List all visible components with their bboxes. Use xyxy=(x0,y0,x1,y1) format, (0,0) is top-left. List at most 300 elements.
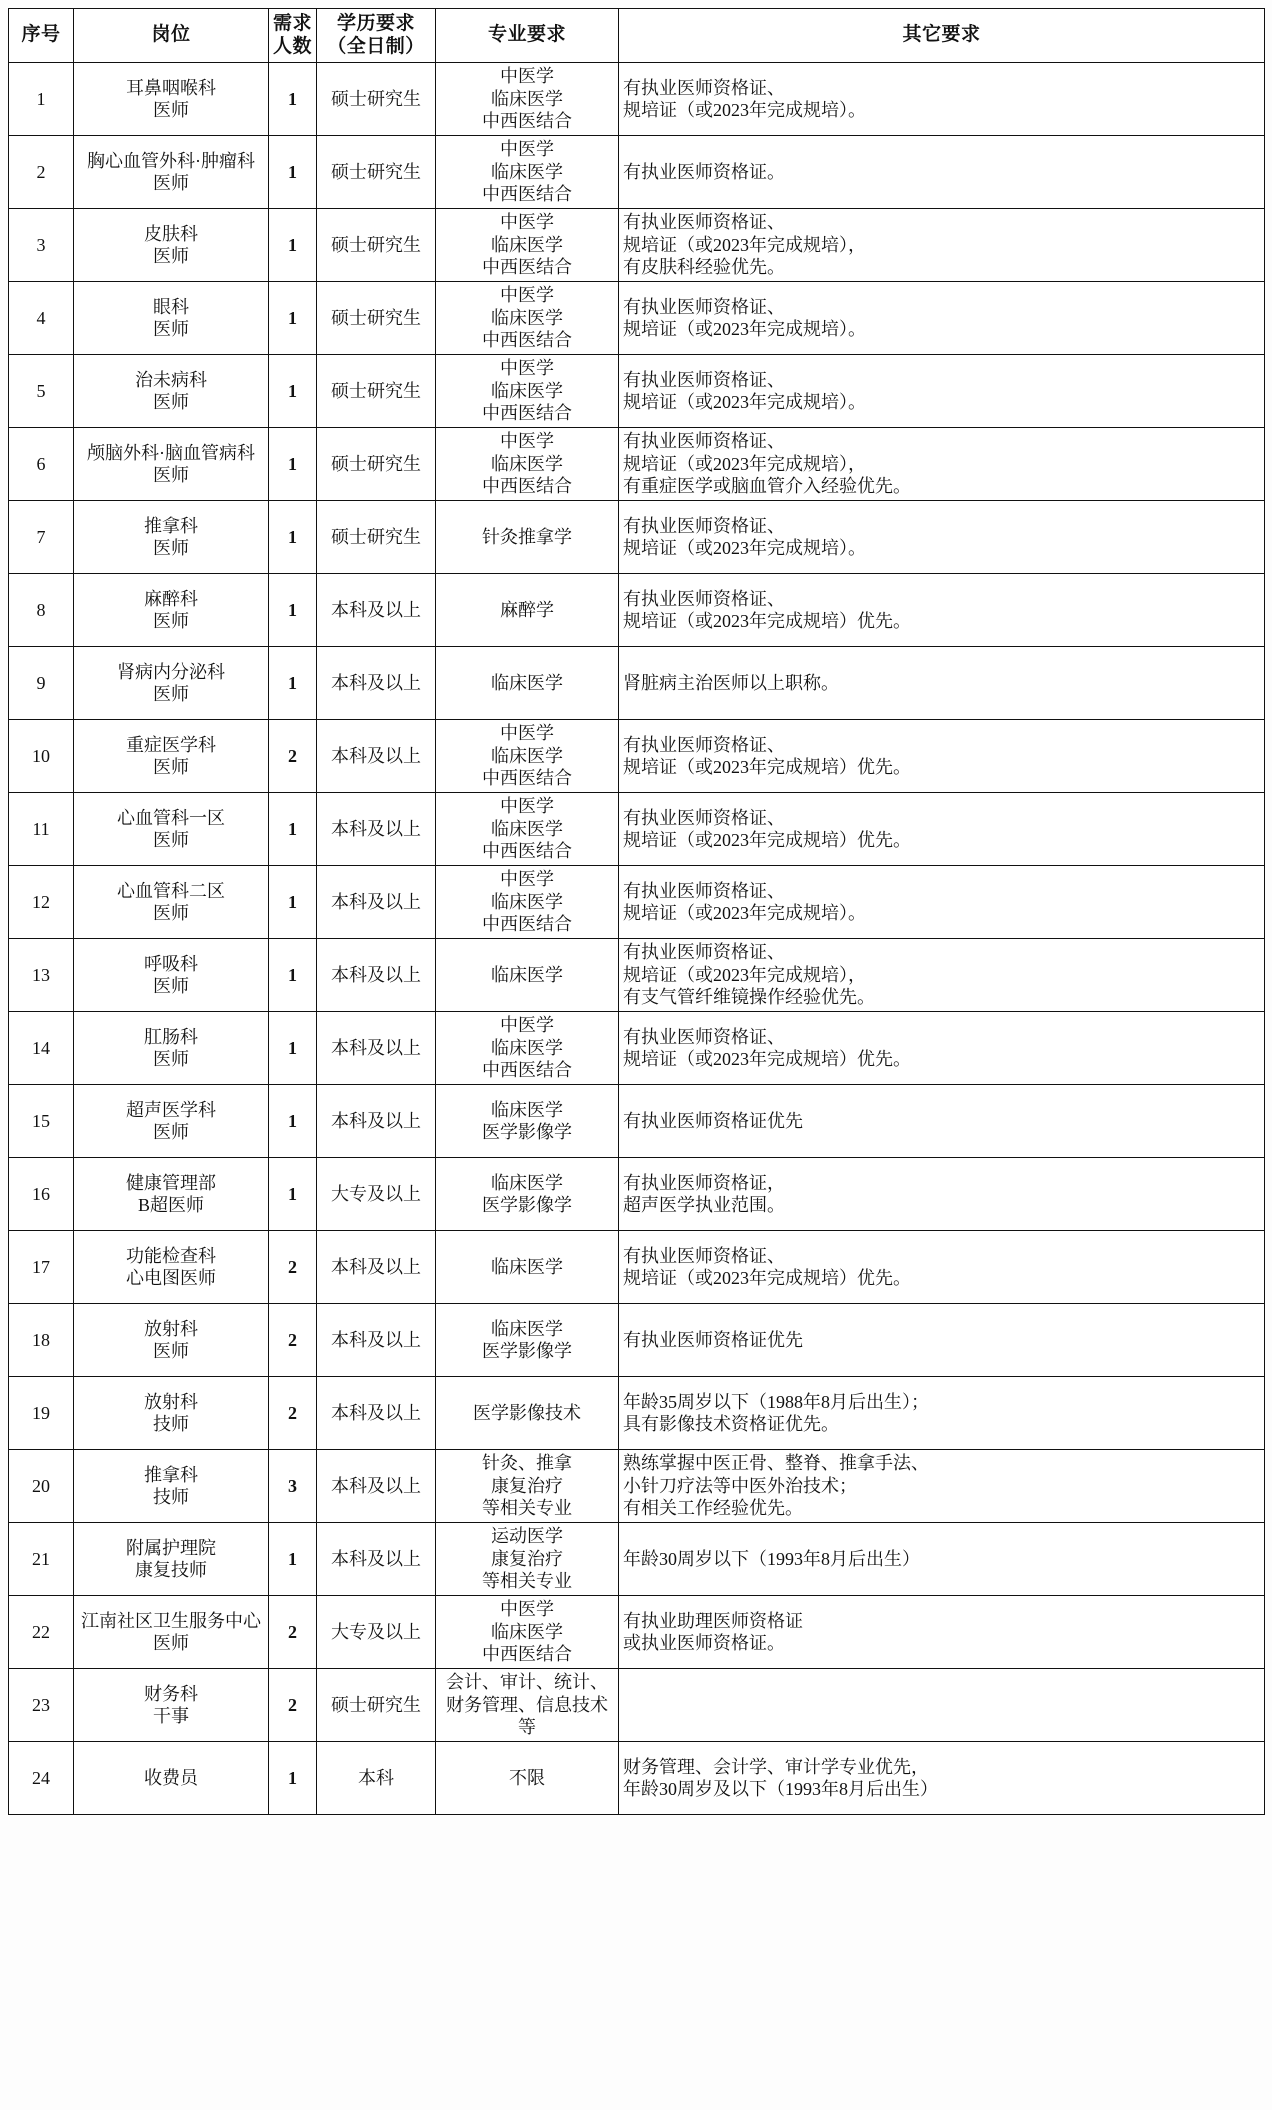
cell-position-line: 心血管科一区 xyxy=(117,807,225,828)
cell-position-line: 放射科 xyxy=(144,1318,198,1339)
cell-index: 9 xyxy=(9,647,74,720)
cell-other-line: 规培证（或2023年完成规培）优先。 xyxy=(623,1268,911,1288)
cell-major-line: 中西医结合 xyxy=(482,841,572,862)
cell-major-line: 中医学 xyxy=(500,723,554,744)
cell-other xyxy=(619,355,1265,428)
cell-education: 本科及以上 xyxy=(317,866,436,939)
cell-position xyxy=(74,1012,269,1085)
cell-major xyxy=(436,1596,619,1669)
cell-other xyxy=(619,1596,1265,1669)
table-row xyxy=(9,574,1265,647)
cell-major-line: 临床医学 xyxy=(491,234,563,255)
cell-position-line: 颅脑外科·脑血管病科 xyxy=(87,442,255,463)
cell-position-line: 重症医学科 xyxy=(126,734,216,755)
cell-major-line: 中医学 xyxy=(500,869,554,890)
cell-other xyxy=(619,136,1265,209)
cell-major-line: 中医学 xyxy=(500,285,554,306)
cell-other xyxy=(619,63,1265,136)
cell-major xyxy=(436,209,619,282)
cell-other xyxy=(619,939,1265,1012)
cell-position-line: 干事 xyxy=(153,1706,189,1726)
cell-position xyxy=(74,1596,269,1669)
cell-position-line: 医师 xyxy=(153,392,189,412)
table-row xyxy=(9,647,1265,720)
cell-headcount: 1 xyxy=(269,63,317,136)
cell-major xyxy=(436,1523,619,1596)
cell-other-line: 有执业医师资格证。 xyxy=(623,161,785,182)
cell-major-line: 不限 xyxy=(509,1767,545,1788)
cell-other-line: 或执业医师资格证。 xyxy=(623,1633,785,1653)
cell-index: 23 xyxy=(9,1669,74,1742)
cell-other-line: 有执业医师资格证、 xyxy=(623,807,785,828)
cell-major xyxy=(436,1450,619,1523)
cell-major-line: 临床医学 xyxy=(491,1172,563,1193)
cell-major-line: 中西医结合 xyxy=(482,1060,572,1081)
cell-position xyxy=(74,1669,269,1742)
cell-headcount: 1 xyxy=(269,647,317,720)
cell-major-line: 临床医学 xyxy=(491,818,563,839)
cell-other-line: 规培证（或2023年完成规培）， xyxy=(623,234,866,255)
cell-index: 20 xyxy=(9,1450,74,1523)
cell-index: 7 xyxy=(9,501,74,574)
cell-index: 24 xyxy=(9,1742,74,1815)
cell-other-line: 规培证（或2023年完成规培）。 xyxy=(623,100,866,120)
cell-major xyxy=(436,574,619,647)
cell-index: 5 xyxy=(9,355,74,428)
cell-position-line: 江南社区卫生服务中心 xyxy=(81,1610,261,1631)
table-row xyxy=(9,1669,1265,1742)
cell-position-line: 医师 xyxy=(153,246,189,266)
cell-other-line: 超声医学执业范围。 xyxy=(623,1195,785,1215)
cell-major-line: 中西医结合 xyxy=(482,914,572,935)
cell-position-line: 肾病内分泌科 xyxy=(117,661,225,682)
cell-education: 大专及以上 xyxy=(317,1596,436,1669)
table-row xyxy=(9,136,1265,209)
cell-position-line: 康复技师 xyxy=(135,1560,207,1580)
cell-other xyxy=(619,574,1265,647)
cell-position xyxy=(74,720,269,793)
cell-position-line: 功能检查科 xyxy=(126,1245,216,1266)
cell-index: 17 xyxy=(9,1231,74,1304)
cell-other xyxy=(619,1304,1265,1377)
cell-position xyxy=(74,136,269,209)
cell-other-line: 具有影像技术资格证优先。 xyxy=(623,1414,839,1434)
cell-other-line: 有执业医师资格证、 xyxy=(623,515,785,536)
cell-position-line: 收费员 xyxy=(144,1767,198,1788)
cell-education: 硕士研究生 xyxy=(317,428,436,501)
cell-position-line: 超声医学科 xyxy=(126,1099,216,1120)
cell-major-line: 康复治疗 xyxy=(491,1475,563,1496)
cell-position xyxy=(74,428,269,501)
table-row xyxy=(9,1304,1265,1377)
cell-major-line: 康复治疗 xyxy=(491,1548,563,1569)
cell-other-line: 有执业医师资格证、 xyxy=(623,431,785,452)
cell-other xyxy=(619,793,1265,866)
cell-position-line: 医师 xyxy=(153,757,189,777)
cell-index: 11 xyxy=(9,793,74,866)
cell-position-line: 呼吸科 xyxy=(144,953,198,974)
cell-position xyxy=(74,939,269,1012)
cell-education: 本科及以上 xyxy=(317,1012,436,1085)
cell-major-line: 麻醉学 xyxy=(500,599,554,620)
cell-major-line: 临床医学 xyxy=(491,1256,563,1277)
table-header-row xyxy=(9,9,1265,63)
cell-other-line: 规培证（或2023年完成规培）， xyxy=(623,964,866,985)
job-requirements-table xyxy=(8,8,1265,1815)
cell-position xyxy=(74,209,269,282)
cell-major-line: 中西医结合 xyxy=(482,403,572,424)
cell-major-line: 会计、审计、统计、财务管理、信息技术等 xyxy=(446,1672,608,1738)
cell-education: 本科及以上 xyxy=(317,1523,436,1596)
cell-major-line: 中西医结合 xyxy=(482,330,572,351)
cell-other-line: 规培证（或2023年完成规培）。 xyxy=(623,392,866,412)
cell-education: 硕士研究生 xyxy=(317,63,436,136)
cell-other-line: 年龄35周岁以下（1988年8月后出生）； xyxy=(623,1391,929,1412)
cell-major-line: 临床医学 xyxy=(491,745,563,766)
cell-major-line: 中西医结合 xyxy=(482,257,572,278)
cell-position-line: 医师 xyxy=(153,903,189,923)
cell-other-line: 年龄30周岁以下（1993年8月后出生） xyxy=(623,1548,920,1569)
cell-other-line: 小针刀疗法等中医外治技术； xyxy=(623,1475,857,1496)
cell-other xyxy=(619,1085,1265,1158)
cell-other-line: 有执业医师资格证、 xyxy=(623,369,785,390)
column-header-education: 学历要求 （全日制） xyxy=(317,9,436,63)
cell-position-line: 心电图医师 xyxy=(126,1268,216,1288)
cell-major xyxy=(436,720,619,793)
cell-major-line: 中西医结合 xyxy=(482,184,572,205)
cell-position xyxy=(74,793,269,866)
cell-major-line: 中西医结合 xyxy=(482,768,572,789)
cell-other-line: 有执业医师资格证、 xyxy=(623,1026,785,1047)
cell-other-line: 有支气管纤维镜操作经验优先。 xyxy=(623,987,875,1008)
cell-other xyxy=(619,866,1265,939)
column-header-major: 专业要求 xyxy=(436,9,619,63)
table-row xyxy=(9,63,1265,136)
cell-other-line: 有皮肤科经验优先。 xyxy=(623,257,785,278)
cell-index: 13 xyxy=(9,939,74,1012)
cell-headcount: 1 xyxy=(269,793,317,866)
cell-position xyxy=(74,355,269,428)
cell-position-line: 治未病科 xyxy=(135,369,207,390)
cell-position-line: 附属护理院 xyxy=(126,1537,216,1558)
cell-other xyxy=(619,282,1265,355)
cell-education: 本科及以上 xyxy=(317,939,436,1012)
cell-education: 本科及以上 xyxy=(317,1450,436,1523)
cell-major xyxy=(436,1012,619,1085)
cell-headcount: 2 xyxy=(269,1596,317,1669)
cell-headcount: 1 xyxy=(269,355,317,428)
cell-major xyxy=(436,355,619,428)
cell-education: 本科及以上 xyxy=(317,1377,436,1450)
cell-position-line: 医师 xyxy=(153,319,189,339)
cell-other-line: 熟练掌握中医正骨、整脊、推拿手法、 xyxy=(623,1453,929,1474)
cell-position-line: 医师 xyxy=(153,1341,189,1361)
cell-position-line: 技师 xyxy=(153,1414,189,1434)
cell-major-line: 临床医学 xyxy=(491,964,563,985)
cell-other xyxy=(619,1231,1265,1304)
cell-education: 硕士研究生 xyxy=(317,501,436,574)
cell-position xyxy=(74,1085,269,1158)
table-row xyxy=(9,282,1265,355)
table-row xyxy=(9,428,1265,501)
cell-other xyxy=(619,428,1265,501)
cell-index: 10 xyxy=(9,720,74,793)
table-row xyxy=(9,1377,1265,1450)
cell-other-line: 规培证（或2023年完成规培）优先。 xyxy=(623,611,911,631)
cell-major xyxy=(436,1742,619,1815)
cell-position-line: 医师 xyxy=(153,100,189,120)
cell-index: 2 xyxy=(9,136,74,209)
cell-major-line: 医学影像技术 xyxy=(473,1402,581,1423)
cell-index: 8 xyxy=(9,574,74,647)
cell-education: 硕士研究生 xyxy=(317,1669,436,1742)
table-row xyxy=(9,720,1265,793)
cell-position-line: 医师 xyxy=(153,1633,189,1653)
cell-headcount: 2 xyxy=(269,1231,317,1304)
table-row xyxy=(9,1523,1265,1596)
cell-position-line: 技师 xyxy=(153,1487,189,1507)
cell-headcount: 2 xyxy=(269,1304,317,1377)
cell-other xyxy=(619,1012,1265,1085)
cell-major xyxy=(436,428,619,501)
column-header-headcount: 需求 人数 xyxy=(269,9,317,63)
cell-position-line: B超医师 xyxy=(137,1195,204,1215)
cell-headcount: 1 xyxy=(269,209,317,282)
cell-position-line: 皮肤科 xyxy=(144,223,198,244)
cell-major-line: 临床医学 xyxy=(491,1318,563,1339)
cell-education: 本科及以上 xyxy=(317,574,436,647)
cell-position xyxy=(74,1231,269,1304)
cell-other-line: 有重症医学或脑血管介入经验优先。 xyxy=(623,476,911,497)
cell-other-line: 年龄30周岁及以下（1993年8月后出生） xyxy=(623,1779,938,1799)
table-header xyxy=(9,9,1265,63)
cell-position xyxy=(74,1450,269,1523)
cell-major xyxy=(436,1304,619,1377)
cell-index: 14 xyxy=(9,1012,74,1085)
cell-position-line: 耳鼻咽喉科 xyxy=(126,77,216,98)
cell-headcount: 1 xyxy=(269,1085,317,1158)
cell-major-line: 中西医结合 xyxy=(482,111,572,132)
cell-major-line: 医学影像学 xyxy=(482,1122,572,1142)
cell-position-line: 胸心血管外科·肿瘤科 xyxy=(87,150,255,171)
cell-education: 本科及以上 xyxy=(317,1304,436,1377)
cell-major-line: 等相关专业 xyxy=(482,1571,572,1592)
cell-headcount: 1 xyxy=(269,1742,317,1815)
cell-position xyxy=(74,1304,269,1377)
cell-major-line: 临床医学 xyxy=(491,307,563,328)
cell-major-line: 临床医学 xyxy=(491,161,563,182)
table-row xyxy=(9,1742,1265,1815)
cell-major xyxy=(436,1669,619,1742)
cell-major-line: 中医学 xyxy=(500,139,554,160)
cell-other-line: 有执业医师资格证， xyxy=(623,1172,785,1193)
cell-major-line: 临床医学 xyxy=(491,1621,563,1642)
cell-major xyxy=(436,63,619,136)
cell-major-line: 中医学 xyxy=(500,1599,554,1620)
cell-other-line: 有执业医师资格证、 xyxy=(623,77,785,98)
table-row xyxy=(9,501,1265,574)
cell-position-line: 麻醉科 xyxy=(144,588,198,609)
cell-index: 18 xyxy=(9,1304,74,1377)
cell-index: 21 xyxy=(9,1523,74,1596)
cell-other-line: 规培证（或2023年完成规培）， xyxy=(623,453,866,474)
cell-major-line: 临床医学 xyxy=(491,1099,563,1120)
cell-education: 本科及以上 xyxy=(317,720,436,793)
cell-major xyxy=(436,501,619,574)
cell-major xyxy=(436,866,619,939)
cell-position-line: 放射科 xyxy=(144,1391,198,1412)
cell-major-line: 等相关专业 xyxy=(482,1498,572,1519)
cell-position xyxy=(74,574,269,647)
table-row xyxy=(9,1450,1265,1523)
cell-major xyxy=(436,136,619,209)
cell-position xyxy=(74,1377,269,1450)
cell-major-line: 临床医学 xyxy=(491,380,563,401)
table-row xyxy=(9,1085,1265,1158)
column-header-index: 序号 xyxy=(9,9,74,63)
cell-headcount: 1 xyxy=(269,136,317,209)
cell-major xyxy=(436,647,619,720)
cell-headcount: 2 xyxy=(269,1377,317,1450)
cell-major-line: 针灸、推拿 xyxy=(482,1453,572,1474)
cell-other xyxy=(619,1158,1265,1231)
cell-position-line: 医师 xyxy=(153,538,189,558)
cell-major-line: 运动医学 xyxy=(491,1526,563,1547)
cell-major-line: 中西医结合 xyxy=(482,1644,572,1665)
cell-position-line: 心血管科二区 xyxy=(117,880,225,901)
cell-education: 本科及以上 xyxy=(317,1231,436,1304)
cell-major-line: 中医学 xyxy=(500,431,554,452)
cell-major-line: 临床医学 xyxy=(491,453,563,474)
cell-other-line: 肾脏病主治医师以上职称。 xyxy=(623,672,839,693)
cell-headcount: 1 xyxy=(269,428,317,501)
cell-education: 本科及以上 xyxy=(317,1085,436,1158)
table-body xyxy=(9,63,1265,1815)
cell-education: 本科 xyxy=(317,1742,436,1815)
cell-position-line: 推拿科 xyxy=(144,515,198,536)
cell-headcount: 2 xyxy=(269,1669,317,1742)
cell-other xyxy=(619,647,1265,720)
cell-other xyxy=(619,1669,1265,1742)
cell-other xyxy=(619,1450,1265,1523)
cell-headcount: 2 xyxy=(269,720,317,793)
cell-other xyxy=(619,1377,1265,1450)
cell-other xyxy=(619,1523,1265,1596)
cell-index: 6 xyxy=(9,428,74,501)
cell-major-line: 中西医结合 xyxy=(482,476,572,497)
cell-other-line: 规培证（或2023年完成规培）。 xyxy=(623,903,866,923)
cell-major-line: 临床医学 xyxy=(491,1037,563,1058)
cell-index: 12 xyxy=(9,866,74,939)
cell-headcount: 1 xyxy=(269,939,317,1012)
cell-major xyxy=(436,1158,619,1231)
cell-index: 19 xyxy=(9,1377,74,1450)
cell-position xyxy=(74,1523,269,1596)
cell-position-line: 医师 xyxy=(153,1122,189,1142)
cell-position xyxy=(74,1158,269,1231)
cell-position-line: 肛肠科 xyxy=(144,1026,198,1047)
cell-position-line: 眼科 xyxy=(153,296,189,317)
cell-major-line: 临床医学 xyxy=(491,672,563,693)
cell-position-line: 医师 xyxy=(153,1049,189,1069)
cell-other-line: 财务管理、会计学、审计学专业优先， xyxy=(623,1756,929,1777)
cell-education: 硕士研究生 xyxy=(317,282,436,355)
cell-major-line: 中医学 xyxy=(500,796,554,817)
cell-education: 本科及以上 xyxy=(317,647,436,720)
cell-index: 15 xyxy=(9,1085,74,1158)
cell-position xyxy=(74,282,269,355)
column-header-position: 岗位 xyxy=(74,9,269,63)
cell-major-line: 临床医学 xyxy=(491,88,563,109)
cell-other-line: 有执业医师资格证优先 xyxy=(623,1329,803,1350)
table-row xyxy=(9,1231,1265,1304)
cell-position-line: 健康管理部 xyxy=(126,1172,216,1193)
cell-position-line: 医师 xyxy=(153,465,189,485)
cell-headcount: 1 xyxy=(269,1158,317,1231)
table-row xyxy=(9,209,1265,282)
cell-headcount: 1 xyxy=(269,282,317,355)
cell-other xyxy=(619,209,1265,282)
table-row xyxy=(9,939,1265,1012)
cell-position xyxy=(74,647,269,720)
table-row xyxy=(9,866,1265,939)
cell-other-line: 有执业助理医师资格证 xyxy=(623,1610,803,1631)
cell-other xyxy=(619,501,1265,574)
cell-major-line: 中医学 xyxy=(500,1015,554,1036)
table-row xyxy=(9,1596,1265,1669)
cell-education: 硕士研究生 xyxy=(317,209,436,282)
cell-other-line: 规培证（或2023年完成规培）。 xyxy=(623,319,866,339)
cell-index: 16 xyxy=(9,1158,74,1231)
cell-position-line: 医师 xyxy=(153,976,189,996)
cell-position xyxy=(74,866,269,939)
cell-other-line: 规培证（或2023年完成规培）优先。 xyxy=(623,830,911,850)
table-row xyxy=(9,1012,1265,1085)
cell-other-line: 规培证（或2023年完成规培）优先。 xyxy=(623,757,911,777)
cell-other-line: 规培证（或2023年完成规培）。 xyxy=(623,538,866,558)
cell-index: 22 xyxy=(9,1596,74,1669)
cell-position-line: 医师 xyxy=(153,830,189,850)
cell-index: 1 xyxy=(9,63,74,136)
cell-major-line: 针灸推拿学 xyxy=(482,526,572,547)
cell-other-line: 有执业医师资格证、 xyxy=(623,942,785,963)
cell-other xyxy=(619,1742,1265,1815)
cell-headcount: 1 xyxy=(269,574,317,647)
cell-major-line: 临床医学 xyxy=(491,891,563,912)
cell-major xyxy=(436,1085,619,1158)
cell-education: 本科及以上 xyxy=(317,793,436,866)
table-row xyxy=(9,355,1265,428)
cell-education: 大专及以上 xyxy=(317,1158,436,1231)
cell-other-line: 有执业医师资格证、 xyxy=(623,880,785,901)
cell-major xyxy=(436,939,619,1012)
cell-headcount: 1 xyxy=(269,866,317,939)
table-row xyxy=(9,1158,1265,1231)
cell-position xyxy=(74,501,269,574)
cell-major-line: 医学影像学 xyxy=(482,1195,572,1215)
cell-other-line: 有执业医师资格证、 xyxy=(623,588,785,609)
cell-other xyxy=(619,720,1265,793)
cell-other-line: 有执业医师资格证、 xyxy=(623,1245,785,1266)
table-row xyxy=(9,793,1265,866)
column-header-other: 其它要求 xyxy=(619,9,1265,63)
cell-position xyxy=(74,1742,269,1815)
cell-other-line: 有相关工作经验优先。 xyxy=(623,1498,803,1519)
cell-position-line: 医师 xyxy=(153,611,189,631)
cell-position-line: 财务科 xyxy=(144,1683,198,1704)
cell-headcount: 1 xyxy=(269,501,317,574)
cell-other-line: 有执业医师资格证优先 xyxy=(623,1110,803,1131)
